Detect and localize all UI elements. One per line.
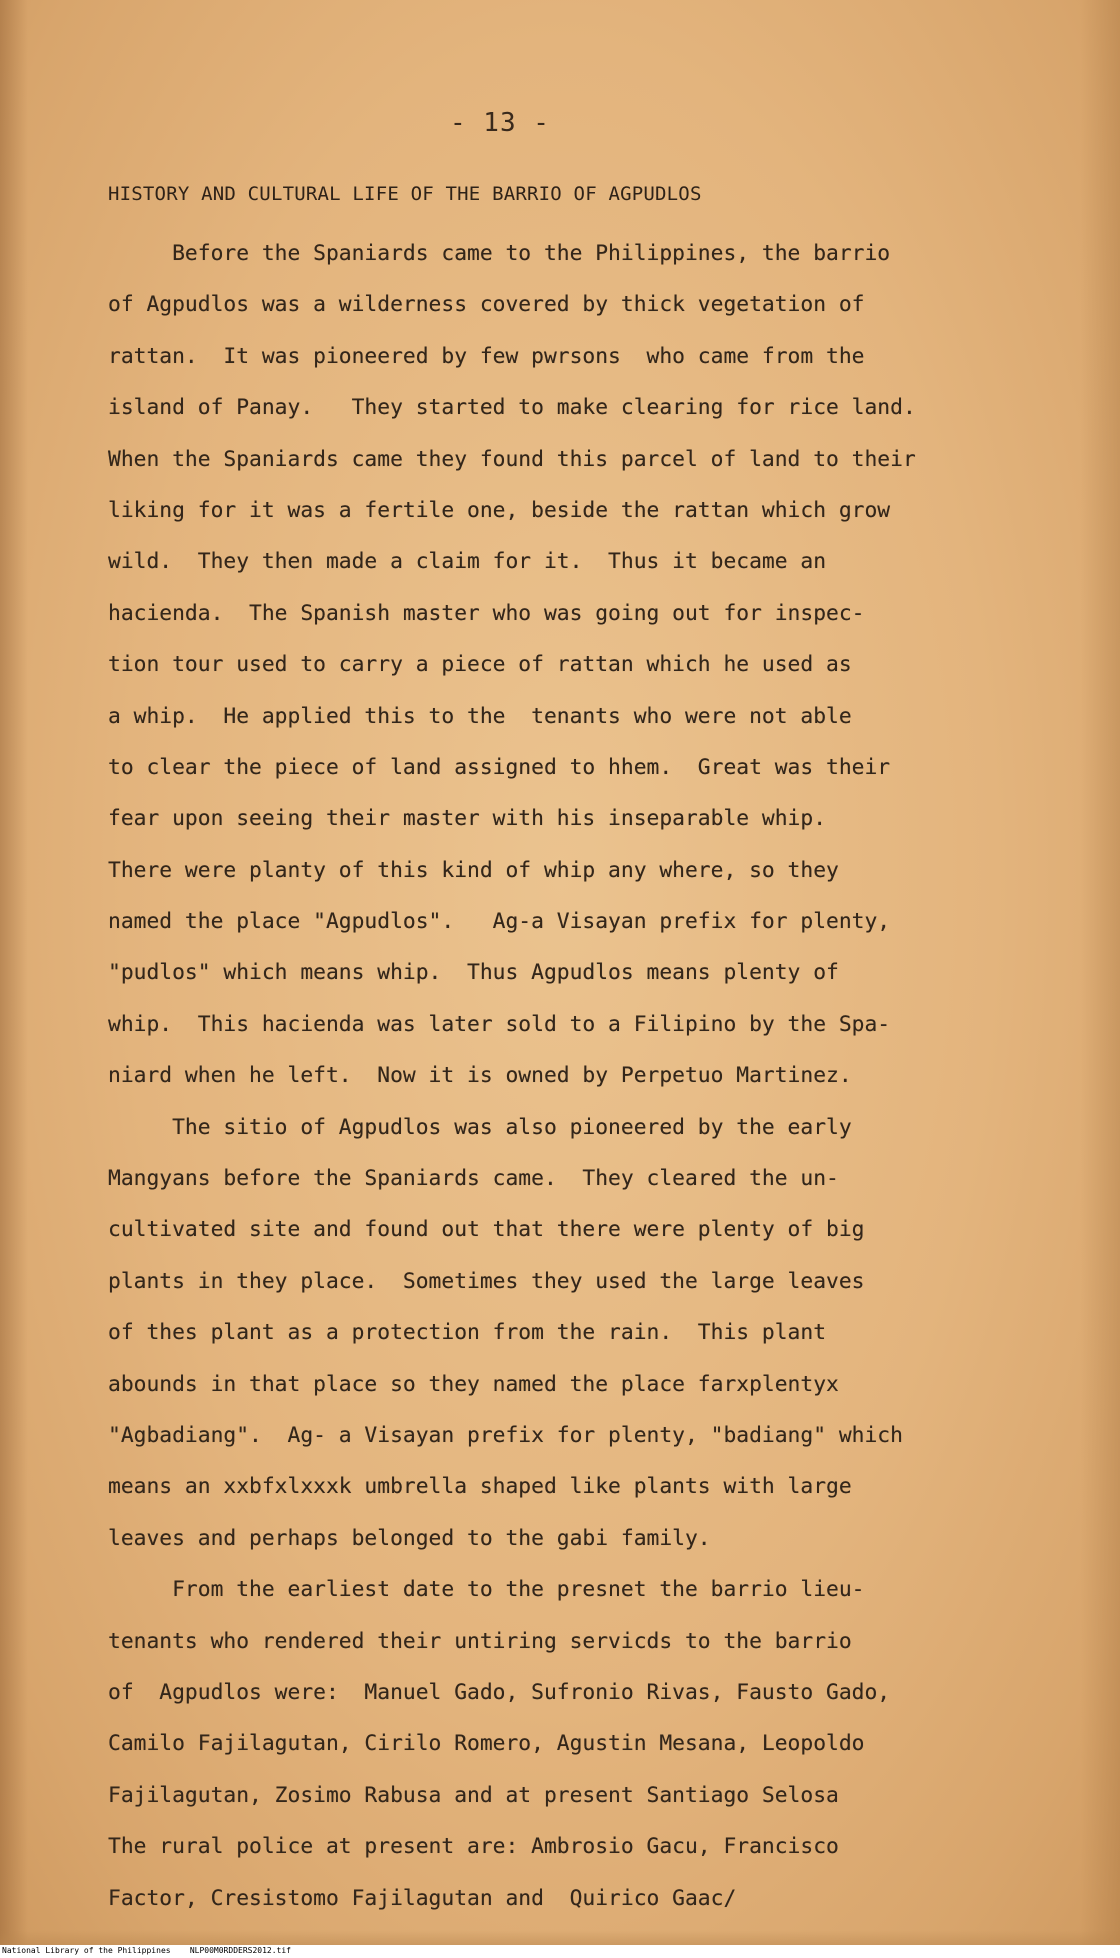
text-line: of Agpudlos were: Manuel Gado, Sufronio Rivas, Fausto Gado, [108, 1679, 891, 1705]
text-line: hacienda. The Spanish master who was going out for inspec- [108, 600, 865, 626]
text-line: The rural police at present are: Ambrosio Gacu, Francisco [108, 1834, 839, 1860]
body-text [108, 228, 1068, 1924]
scan-footer [0, 1945, 1120, 1958]
text-line: Mangyans before the Spaniards came. They cleared the un- [108, 1166, 839, 1192]
text-line: "Agbadiang". Ag- a Visayan prefix for plenty, "badiang" which [108, 1422, 903, 1448]
text-line: Before the Spaniards came to the Philippines, the barrio [108, 241, 891, 266]
text-line: a whip. He applied this to the tenants who were not able [108, 703, 852, 729]
text-line: rattan. It was pioneered by few pwrsons who came from the [108, 343, 865, 369]
text-line: wild. They then made a claim for it. Thus it became an [108, 549, 827, 575]
text-line: The sitio of Agpudlos was also pioneered by the early [108, 1114, 852, 1140]
text-line: tion tour used to carry a piece of rattan which he used as [108, 652, 852, 678]
text-line: niard when he left. Now it is owned by Perpetuo Martinez. [108, 1063, 852, 1089]
page-number: - 13 - [450, 108, 550, 138]
page-heading: HISTORY AND CULTURAL LIFE OF THE BARRIO OF AGPUDLOS [108, 183, 702, 205]
text-line: named the place "Agpudlos". Ag-a Visayan prefix for plenty, [108, 909, 891, 935]
text-line: means an xxbfxlxxxk umbrella shaped like plants with large [108, 1474, 852, 1500]
text-line: From the earliest date to the presnet the barrio lieu- [108, 1577, 865, 1603]
text-line: island of Panay. They started to make clearing for rice land. [108, 395, 916, 421]
text-line: to clear the piece of land assigned to hhem. Great was their [108, 754, 891, 780]
page-bottom-edge [0, 1930, 1120, 1945]
page-edge-shadow [1080, 0, 1120, 1945]
text-line: abounds in that place so they named the place farxplentyx [108, 1371, 839, 1397]
text-line: Fajilagutan, Zosimo Rabusa and at present Santiago Selosa [108, 1782, 839, 1808]
text-line: Factor, Cresistomo Fajilagutan and Quirico Gaac/ [108, 1885, 737, 1911]
text-line: fear upon seeing their master with his inseparable whip. [108, 806, 827, 832]
text-line: When the Spaniards came they found this parcel of land to their [108, 446, 916, 472]
text-line: "pudlos" which means whip. Thus Agpudlos means plenty of [108, 960, 839, 986]
text-line: whip. This hacienda was later sold to a Filipino by the Spa- [108, 1011, 891, 1037]
binding-shadow [0, 0, 28, 1945]
text-line: of Agpudlos was a wilderness covered by thick vegetation of [108, 292, 865, 318]
text-line: Camilo Fajilagutan, Cirilo Romero, Agustin Mesana, Leopoldo [108, 1731, 865, 1757]
text-line: liking for it was a fertile one, beside the rattan which grow [108, 497, 891, 523]
text-line: There were planty of this kind of whip any where, so they [108, 857, 839, 883]
scan-footer-text: National Library of the Philippines NLP00M0RDDERS2012.tif [2, 1946, 291, 1955]
text-line: leaves and perhaps belonged to the gabi family. [108, 1525, 711, 1551]
text-line: cultivated site and found out that there were plenty of big [108, 1217, 865, 1243]
text-line: plants in they place. Sometimes they used the large leaves [108, 1268, 865, 1294]
text-line: of thes plant as a protection from the rain. This plant [108, 1320, 827, 1346]
text-line: tenants who rendered their untiring servicds to the barrio [108, 1628, 852, 1654]
